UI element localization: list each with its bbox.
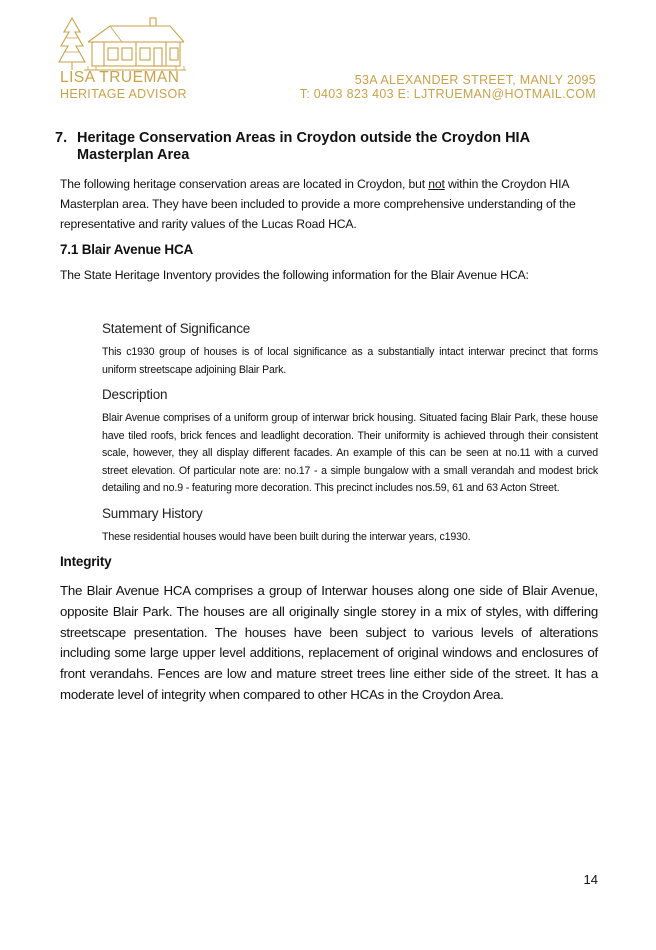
section-7-heading	[55, 130, 598, 164]
section-7-intro	[60, 174, 598, 234]
letterhead-address: 53A ALEXANDER STREET, MANLY 2095	[354, 73, 596, 87]
main-content	[55, 130, 598, 706]
intro-text-before: The following heritage conservation areas are located in Croydon, but	[60, 177, 429, 191]
integrity-text: The Blair Avenue HCA comprises a group of Interwar houses along one side of Blair Avenue, opposite Blair Park. The houses are all originally single storey in a mix of styles, with differing streetscape presentation. The houses have been subject to various levels of alterations including some large upper level additions, replacement of original windows and enclosures of front verandahs. Fences are low and mature street trees line either side of the street. It has a moderate level of integrity when compared to other HCAs in the Croydon Area.	[60, 583, 598, 702]
inventory-quote-block	[102, 321, 598, 546]
brand-subtitle: HERITAGE ADVISOR	[60, 87, 187, 101]
description-text: Blair Avenue comprises of a uniform group of interwar brick housing. Situated facing Blair Park, these house have tiled roofs, brick fences and leadlight decoration. Their uniformity is achieved through their consistent scale, however, they all display different facades. An example of this can be seen at no.11 with a curved street elevation. Of particular note are: no.17 - a simple bungalow with a small verandah and modest brick detailing and no.9 - featuring more decoration. This precinct includes nos.59, 61 and 63 Acton Street.	[102, 412, 598, 494]
intro-underlined-word: not	[428, 177, 445, 191]
intro-text-after: within the Croydon HIA Masterplan area. They have been included to provide a more comprehensive understanding of the representative and rarity values of the Lucas Road HCA.	[60, 177, 576, 231]
section-number: 7.	[55, 130, 68, 146]
integrity-heading: Integrity	[60, 554, 112, 569]
letterhead-contact: T: 0403 823 403 E: LJTRUEMAN@HOTMAIL.COM	[299, 87, 596, 101]
statement-heading: Statement of Significance	[102, 321, 251, 336]
section-title: Heritage Conservation Areas in Croydon outside the Croydon HIA Masterplan Area	[77, 130, 530, 163]
page-number: 14	[583, 872, 598, 887]
description-heading: Description	[102, 387, 168, 402]
brand-name: LISA TRUEMAN	[60, 69, 180, 86]
section-7-1-intro: The State Heritage Inventory provides the following information for the Blair Avenue HCA:	[60, 268, 529, 282]
statement-text: This c1930 group of houses is of local significance as a substantially intact interwar precinct that forms uniform streetscape adjoining Blair Park.	[102, 346, 598, 376]
summary-history-heading: Summary History	[102, 505, 203, 521]
heritage-cottage-logo-icon	[58, 12, 188, 74]
section-7-1-heading: 7.1 Blair Avenue HCA	[60, 242, 194, 257]
summary-history-text: These residential houses would have been built during the interwar years, c1930.	[102, 530, 471, 543]
